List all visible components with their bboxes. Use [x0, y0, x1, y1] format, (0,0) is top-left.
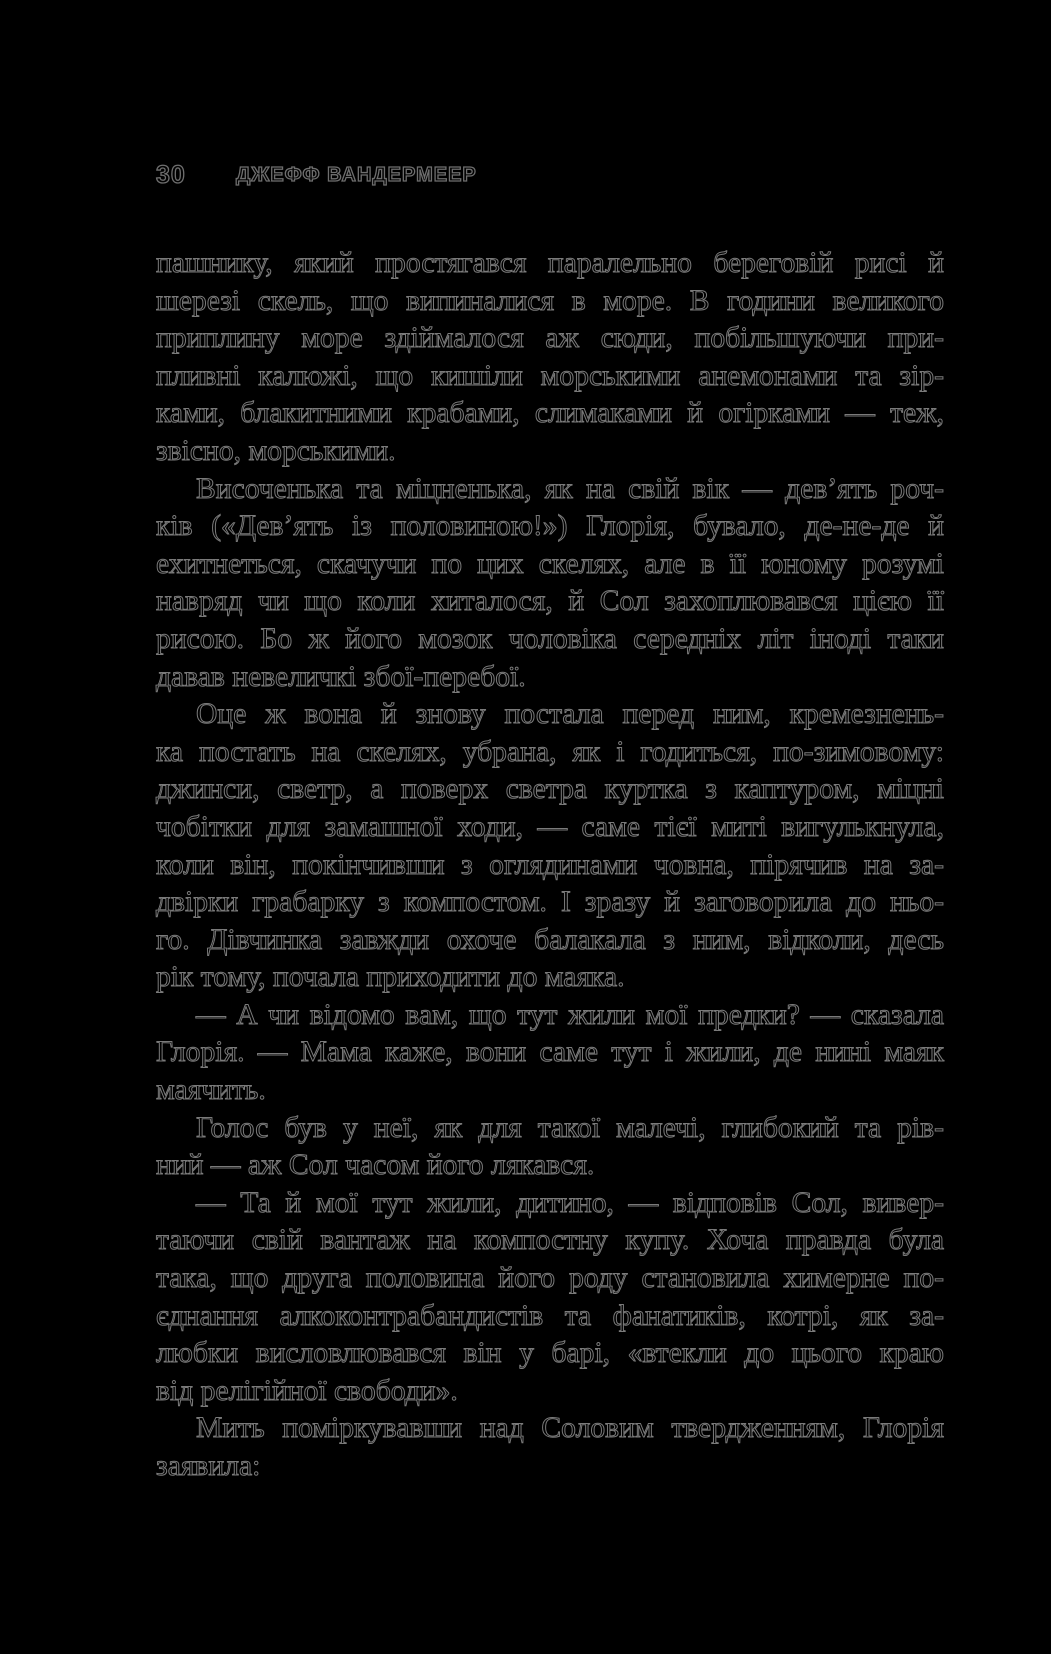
- text-line: Оце ж вона й знову постала перед ним, кремезнень-: [196, 698, 944, 731]
- text-line: маячить.: [156, 1074, 266, 1107]
- text-line: ка постать на скелях, убрана, як і годиться, по-зимовому:: [156, 735, 944, 768]
- running-head: ДЖЕФФ ВАНДЕРМЕЕР: [236, 163, 477, 186]
- body-text: [156, 245, 944, 1486]
- page-header: [156, 160, 477, 190]
- text-line: пашнику, який простягався паралельно береговій рисі й: [156, 247, 944, 279]
- text-line: шерезі скель, що випиналися в море. В години великого: [156, 284, 944, 317]
- text-line: таючи свій вантаж на компостну купу. Хоча правда була: [156, 1224, 944, 1257]
- text-line: рисою. Бо ж його мозок чоловіка середніх літ іноді таки: [156, 622, 944, 655]
- text-line: любки висловлювався він у барі, «втекли до цього краю: [156, 1337, 944, 1370]
- text-line: Мить поміркувавши над Соловим твердженням, Глорія: [196, 1412, 944, 1445]
- text-line: приплину море здіймалося аж сюди, побільшуючи при-: [156, 322, 944, 355]
- text-line: звісно, морськими.: [156, 434, 396, 467]
- text-line: ний — аж Сол часом його лякався.: [156, 1149, 595, 1182]
- text-line: джинси, светр, а поверх светра куртка з каптуром, міцні: [156, 773, 944, 806]
- text-line: — А чи відомо вам, що тут жили мої предки? — сказала: [196, 998, 944, 1031]
- text-line: ками, блакитними крабами, слимаками й огірками — теж,: [156, 397, 944, 430]
- text-line: двірки грабарку з компостом. І зразу й заговорила до ньо-: [156, 886, 944, 919]
- text-line: давав невеличкі збої-перебої.: [156, 660, 526, 693]
- text-line: ехитнеться, скачучи по цих скелях, але в її юному розумі: [156, 547, 944, 580]
- text-line: Голос був у неї, як для такої малечі, глибокий та рів-: [196, 1111, 944, 1144]
- text-line: рік тому, почала приходити до маяка.: [156, 961, 625, 994]
- text-line: від релігійної свободи».: [156, 1374, 458, 1407]
- text-line: коли він, покінчивши з оглядинами човна, пірячив на за-: [156, 848, 944, 881]
- text-line: така, що друга половина його роду становила химерне по-: [156, 1262, 944, 1295]
- text-line: — Та й мої тут жили, дитино, — відповів Сол, вивер-: [196, 1186, 944, 1219]
- text-line: ків («Дев’ять із половиною!») Глорія, бувало, де-не-де й: [156, 510, 944, 543]
- text-line: заявила:: [156, 1450, 261, 1482]
- text-line: Височенька та міцненька, як на свій вік — дев’ять роч-: [196, 472, 944, 505]
- text-line: пливні калюжі, що кишіли морськими анемонами та зір-: [156, 359, 944, 392]
- page-number: 30: [156, 160, 186, 189]
- text-line: го. Дівчинка завжди охоче балакала з ним, відколи, десь: [156, 923, 944, 956]
- text-line: навряд чи що коли хиталося, й Сол захоплювався цією її: [156, 585, 944, 618]
- text-line: Глорія. — Мама каже, вони саме тут і жили, де нині маяк: [156, 1036, 944, 1069]
- text-line: чобітки для замашної ходи, — саме тієї миті вигулькнула,: [156, 810, 944, 843]
- text-line: єднання алкоконтрабандистів та фанатиків, котрі, як за-: [156, 1299, 944, 1332]
